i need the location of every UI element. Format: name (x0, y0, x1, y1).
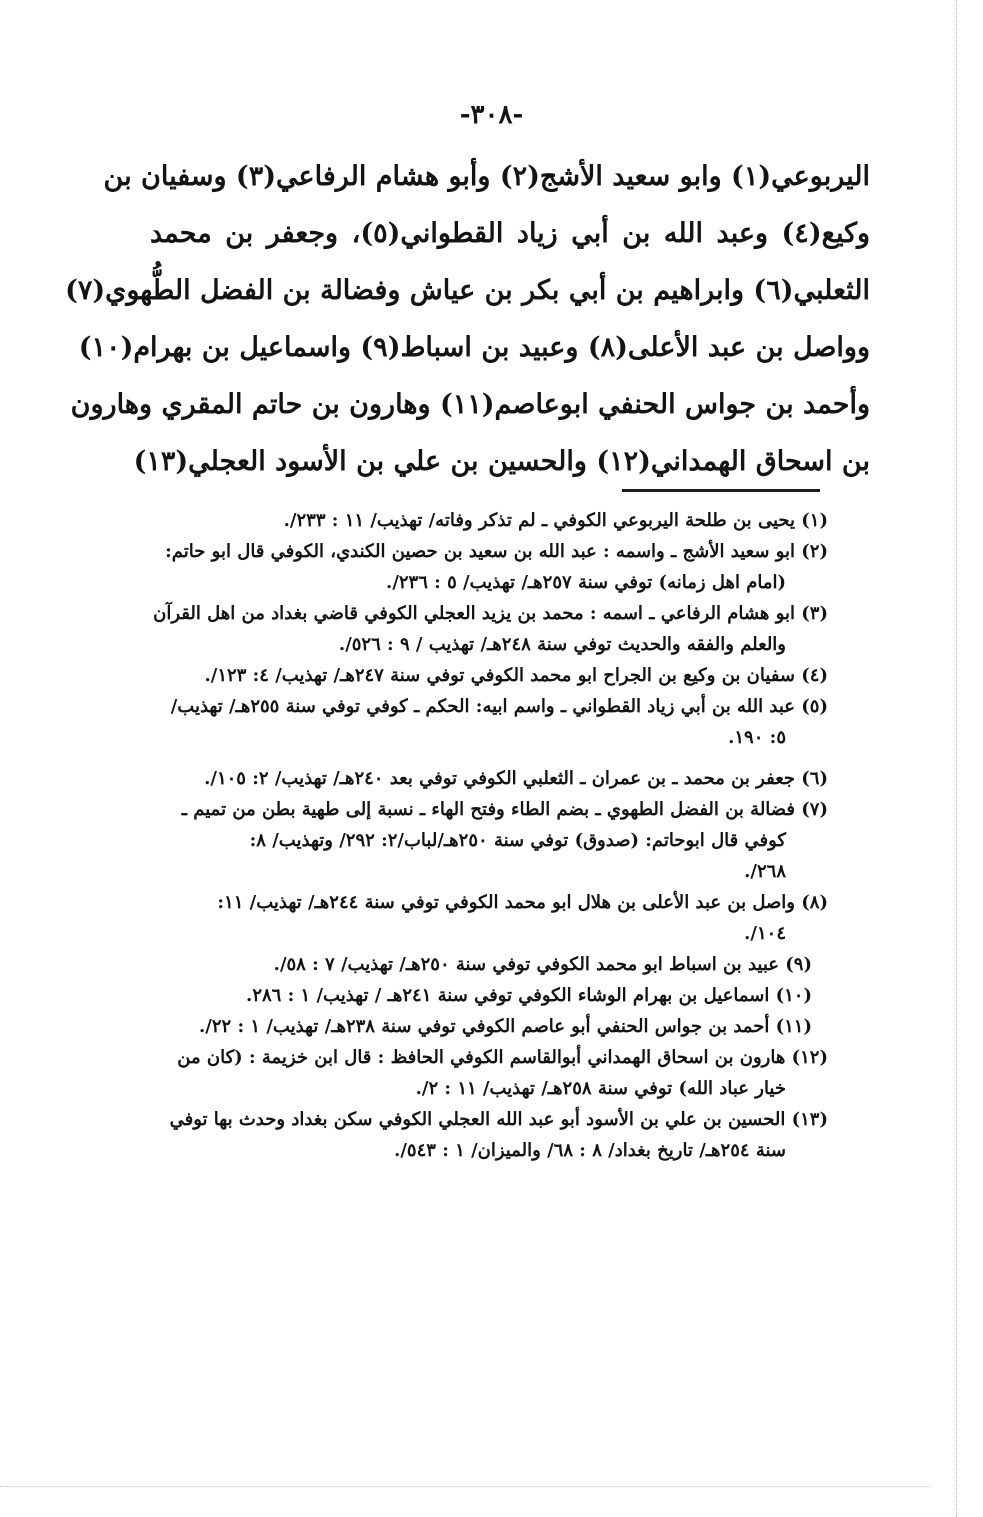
footnote-8: (٨) واصل بن عبد الأعلى بن هلال ابو محمد الكوفي توفي سنة ٢٤٤هـ/ تهذيب/ ١١: (217, 892, 828, 913)
footnote-11: (١١) أحمد بن جواس الحنفي أبو عاصم الكوفي توفي سنة ٢٣٨هـ/ تهذيب/ ١ : ٢٢/. (199, 1016, 812, 1037)
page-edge-line (956, 0, 957, 1517)
footnote-2: (٢) ابو سعيد الأشج ـ واسمه : عبد الله بن سعيد بن حصين الكندي، الكوفي قال ابو حاتم: (165, 541, 828, 562)
footnote-separator (622, 489, 820, 492)
bottom-edge-line (0, 1486, 930, 1487)
footnote-6: (٦) جعفر بن محمد ـ بن عمران ـ الثعلبي الكوفي توفي بعد ٢٤٠هـ/ تهذيب/ ٢: ١٠٥/. (204, 768, 828, 789)
footnote-7: (٧) فضالة بن الفضل الطهوي ـ بضم الطاء وفتح الهاء ـ نسبة إلى طهية بطن من تميم ـ (181, 799, 828, 820)
footnote-5-continued: ٥: ١٩٠. (728, 727, 786, 748)
footnote-3: (٣) ابو هشام الرفاعي ـ اسمه : محمد بن يزيد العجلي الكوفي قاضي بغداد من اهل القرآن (153, 603, 828, 624)
footnote-5: (٥) عبد الله بن أبي زياد القطواني ـ واسم ابيه: الحكم ـ كوفي توفي سنة ٢٥٥هـ/ تهذيب/ (170, 696, 828, 717)
footnote-9: (٩) عبيد بن اسباط ابو محمد الكوفي توفي سنة ٢٥٠هـ/ تهذيب/ ٧ : ٥٨/. (273, 954, 812, 975)
footnote-13: (١٣) الحسين بن علي بن الأسود أبو عبد الله العجلي الكوفي سكن بغداد وحدث بها توفي (169, 1109, 828, 1130)
footnote-1: (١) يحيى بن طلحة اليربوعي الكوفي ـ لم تذكر وفاته/ تهذيب/ ١١ : ٢٣٣/. (283, 510, 828, 531)
main-text-line: وأحمد بن جواس الحنفي ابوعاصم(١١) وهارون بن حاتم المقري وهارون (70, 389, 870, 420)
main-text-line: وواصل بن عبد الأعلى(٨) وعبيد بن اسباط(٩) واسماعيل بن بهرام(١٠) (78, 332, 870, 363)
footnote-8-continued: ١٠٤/. (744, 923, 786, 944)
footnote-7-continued-2: ٢٦٨/. (744, 861, 786, 882)
main-text-line: وكيع(٤) وعبد الله بن أبي زياد القطواني(٥)، وجعفر بن محمد (150, 218, 870, 249)
footnote-12-continued: خيار عباد الله) توفي سنة ٢٥٨هـ/ تهذيب/ ١١ : ٢/. (415, 1078, 786, 1099)
footnotes-block (128, 505, 828, 1166)
footnote-2-continued: (امام اهل زمانه) توفي سنة ٢٥٧هـ/ تهذيب/ ٥ : ٢٣٦/. (386, 572, 786, 593)
footnote-10: (١٠) اسماعيل بن بهرام الوشاء الكوفي توفي سنة ٢٤١هـ / تهذيب/ ١ : ٢٨٦. (246, 985, 812, 1006)
footnote-12: (١٢) هارون بن اسحاق الهمداني أبوالقاسم الكوفي الحافظ : قال ابن خزيمة : (كان من (177, 1047, 828, 1068)
page-number: -٣٠٨- (459, 100, 524, 130)
footnote-3-continued: والعلم والفقه والحديث توفي سنة ٢٤٨هـ/ تهذيب / ٩ : ٥٢٦/. (338, 634, 786, 655)
footnote-7-continued: كوفي قال ابوحاتم: (صدوق) توفي سنة ٢٥٠هـ/لباب/٢: ٢٩٢/ وتهذيب/ ٨: (249, 830, 786, 851)
footnote-4: (٤) سفيان بن وكيع بن الجراح ابو محمد الكوفي توفي سنة ٢٤٧هـ/ تهذيب/ ٤: ١٢٣/. (204, 665, 828, 686)
footnote-13-continued: سنة ٢٥٤هـ/ تاريخ بغداد/ ٨ : ٦٨/ والميزان/ ١ : ٥٤٣/. (394, 1140, 786, 1161)
main-text-line: بن اسحاق الهمداني(١٢) والحسين بن علي بن الأسود العجلي(١٣) (133, 446, 870, 477)
main-text-line: الثعلبي(٦) وابراهيم بن أبي بكر بن عياش وفضالة بن الفضل الطُّهوي(٧) (65, 275, 870, 306)
main-text-block (65, 148, 870, 490)
main-text-line: اليربوعي(١) وابو سعيد الأشج(٢) وأبو هشام الرفاعي(٣) وسفيان بن (103, 161, 870, 192)
